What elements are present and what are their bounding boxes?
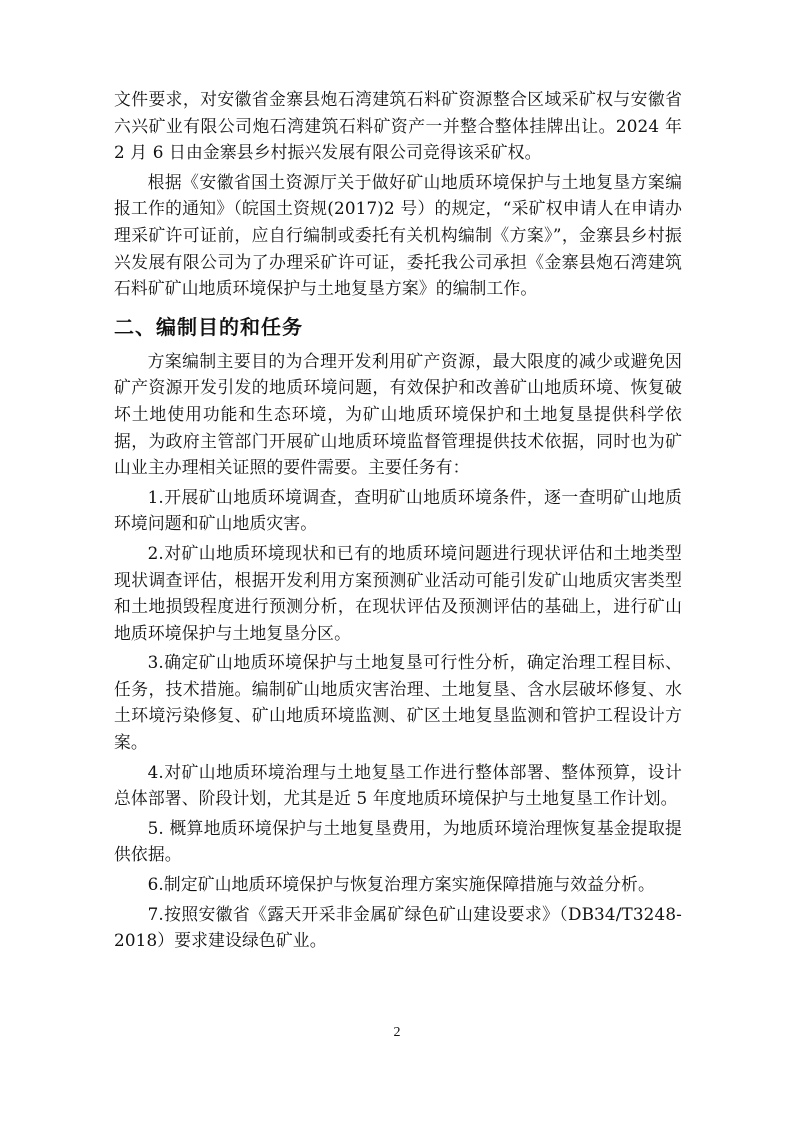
task-item-7: 7.按照安徽省《露天开采非金属矿绿色矿山建设要求》（DB34/T3248-2018）要求建设绿色矿业。 — [114, 903, 682, 951]
task-item-2: 2.对矿山地质环境现状和已有的地质环境问题进行现状评估和土地类型现状调查评估，根据开发利用方案预测矿业活动可能引发矿山地质灾害类型和土地损毁程度进行预测分析，在现状评估及预测评估的基础上，进行矿山地质环境保护与土地复垦分区。 — [114, 542, 682, 643]
page-number: 2 — [393, 1025, 401, 1040]
section-heading: 二、编制目的和任务 — [114, 314, 303, 339]
task-item-4: 4.对矿山地质环境治理与土地复垦工作进行整体部署、整体预算，设计总体部署、阶段计划，尤其是近 5 年度地质环境保护与土地复垦工作计划。 — [114, 761, 682, 809]
task-item-5: 5. 概算地质环境保护与土地复垦费用，为地质环境治理恢复基金提取提供依据。 — [114, 817, 682, 865]
intro-paragraph-2: 根据《安徽省国土资源厅关于做好矿山地质环境保护与土地复垦方案编报工作的通知》（皖国土资规(2017)2 号）的规定，“采矿权申请人在申请办理采矿许可证前，应自行编制或委托有关机构编制《方案》”，金寨县乡村振兴发展有限公司为了办理采矿许可证，委托我公司承担《金寨县炮石湾建筑石料矿矿山地质环境保护与土地复垦方案》的编制工作。 — [114, 171, 682, 299]
intro-paragraph-1: 文件要求，对安徽省金寨县炮石湾建筑石料矿资源整合区域采矿权与安徽省六兴矿业有限公司炮石湾建筑石料矿资产一并整合整体挂牌出让。2024 年 2 月 6 日由金寨县乡村振兴发展有限公司竞得该采矿权。 — [114, 89, 682, 163]
purpose-paragraph: 方案编制主要目的为合理开发利用矿产资源，最大限度的减少或避免因矿产资源开发引发的地质环境问题，有效保护和改善矿山地质环境、恢复破坏土地使用功能和生态环境，为矿山地质环境保护和土地复垦提供科学依据，为政府主管部门开展矿山地质环境监督管理提供技术依据，同时也为矿山业主办理相关证照的要件需要。主要任务有： — [114, 350, 682, 478]
task-item-3: 3.确定矿山地质环境保护与土地复垦可行性分析，确定治理工程目标、任务，技术措施。编制矿山地质灾害治理、土地复垦、含水层破坏修复、水土环境污染修复、矿山地质环境监测、矿区土地复垦监测和管护工程设计方案。 — [114, 652, 682, 753]
task-item-1: 1.开展矿山地质环境调查，查明矿山地质环境条件，逐一查明矿山地质环境问题和矿山地质灾害。 — [114, 486, 682, 534]
task-item-6: 6.制定矿山地质环境保护与恢复治理方案实施保障措施与效益分析。 — [147, 874, 655, 895]
